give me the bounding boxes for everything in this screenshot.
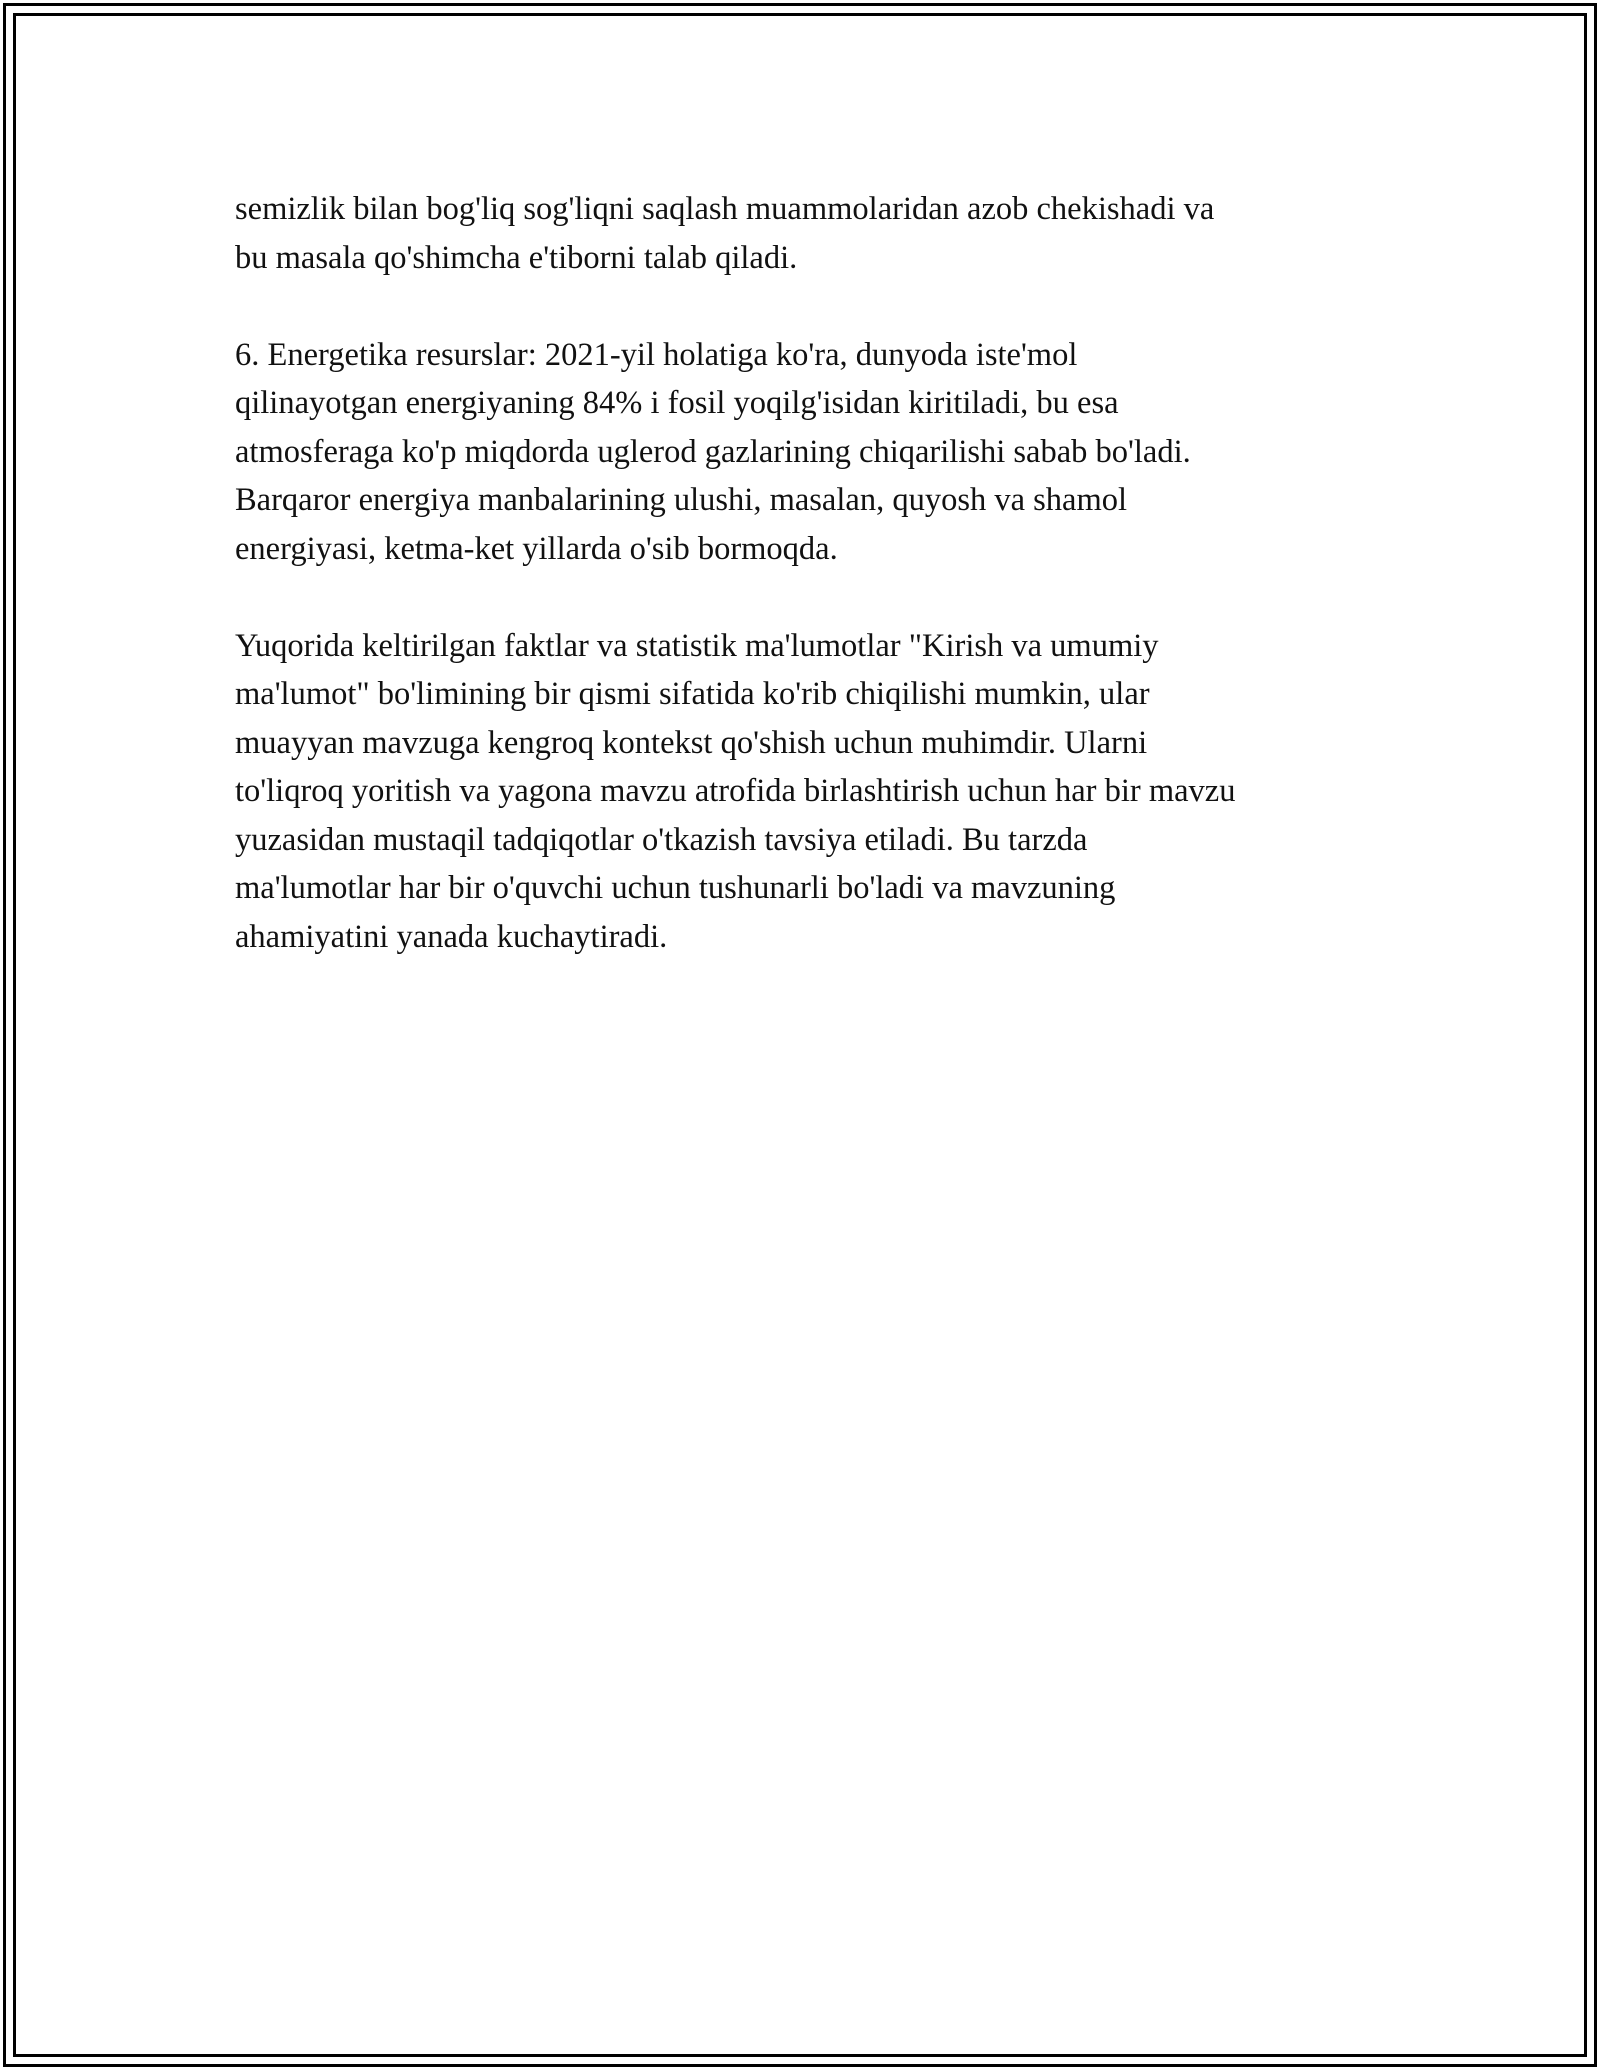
text-line: muayyan mavzuga kengroq kontekst qo'shish uchun muhimdir. Ularni [235, 724, 1148, 761]
text-line: ma'lumot" bo'limining bir qismi sifatida ko'rib chiqilishi mumkin, ular [235, 676, 1150, 712]
text-line: Yuqorida keltirilgan faktlar va statistik ma'lumotlar "Kirish va umumiy [235, 627, 1159, 664]
text-line: to'liqroq yoritish va yagona mavzu atrofida birlashtirish uchun har bir mavzu [235, 773, 1236, 809]
paragraph-conclusion [235, 622, 1395, 962]
text-line: bu masala qo'shimcha e'tiborni talab qiladi. [235, 239, 798, 276]
document-body [235, 185, 1395, 1010]
text-line: semizlik bilan bog'liq sog'liqni saqlash muammolaridan azob chekishadi va [235, 191, 1215, 227]
paragraph-obesity-continuation [235, 185, 1395, 282]
text-line: energiyasi, ketma-ket yillarda o'sib bormoqda. [235, 530, 838, 567]
text-line: atmosferaga ko'p miqdorda uglerod gazlarining chiqarilishi sabab bo'ladi. [235, 433, 1191, 470]
text-line: ma'lumotlar har bir o'quvchi uchun tushunarli bo'ladi va mavzuning [235, 870, 1116, 906]
paragraph-energy-resources [235, 331, 1395, 574]
text-line: ahamiyatini yanada kuchaytiradi. [235, 918, 668, 955]
text-line: Barqaror energiya manbalarining ulushi, masalan, quyosh va shamol [235, 482, 1128, 518]
text-line: qilinayotgan energiyaning 84% i fosil yoqilg'isidan kiritiladi, bu esa [235, 385, 1119, 421]
text-line: 6. Energetika resurslar: 2021-yil holatiga ko'ra, dunyoda iste'mol [235, 336, 1078, 373]
text-line: yuzasidan mustaqil tadqiqotlar o'tkazish tavsiya etiladi. Bu tarzda [235, 821, 1088, 858]
